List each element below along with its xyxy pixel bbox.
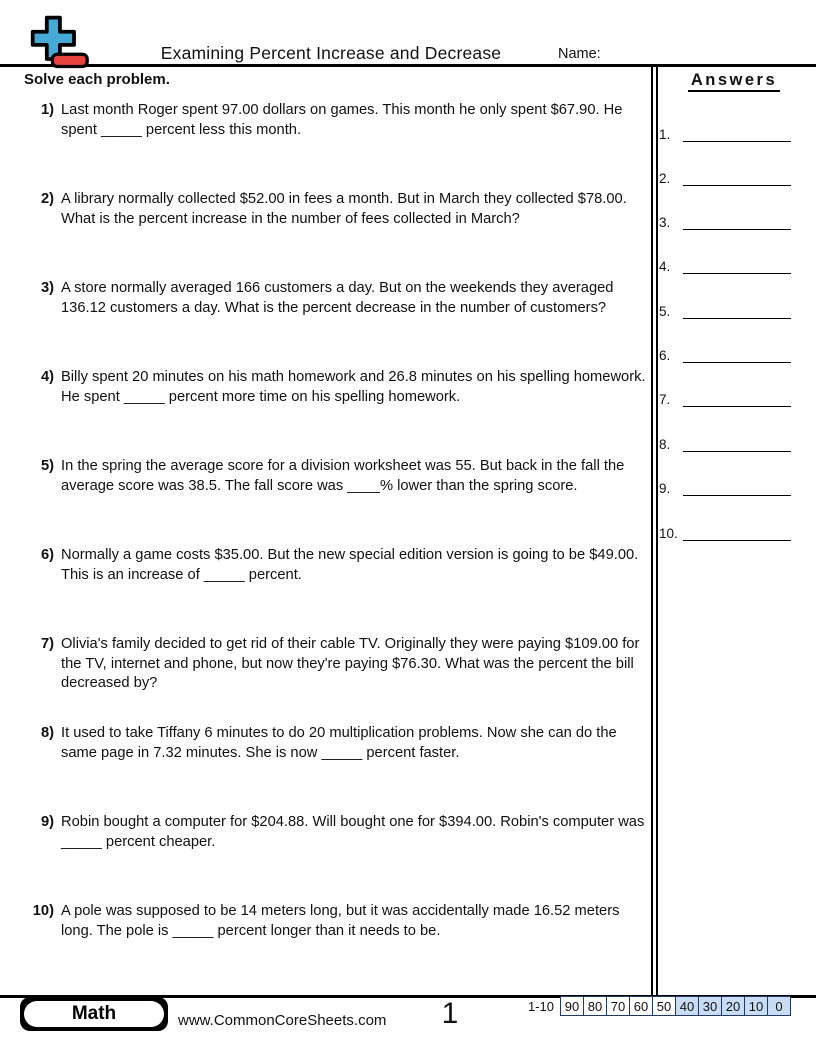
answer-row-8	[659, 434, 809, 452]
grading-cell: 40	[675, 996, 699, 1016]
problem-number: 3)	[40, 280, 54, 296]
answers-heading: Answers	[659, 71, 809, 90]
answer-number: 8.	[659, 437, 671, 452]
answer-number: 6.	[659, 348, 671, 363]
problem-item-6	[26, 546, 648, 585]
minus-icon	[52, 54, 87, 66]
answer-number: 4.	[659, 259, 671, 274]
problem-item-10	[26, 902, 648, 941]
grading-range-label: 1-10	[528, 999, 555, 1014]
problem-item-8	[26, 724, 648, 763]
answer-blank-2[interactable]	[683, 170, 791, 186]
answer-blank-7[interactable]	[683, 391, 791, 407]
grading-cell: 20	[721, 996, 745, 1016]
website-link[interactable]: www.CommonCoreSheets.com	[178, 1012, 387, 1029]
subject-badge-label: Math	[24, 1001, 164, 1027]
problem-item-2	[26, 190, 648, 229]
problem-item-9	[26, 813, 648, 852]
answer-number: 5.	[659, 304, 671, 319]
answer-number: 2.	[659, 171, 671, 186]
answer-row-6	[659, 345, 809, 363]
answer-blank-6[interactable]	[683, 347, 791, 363]
name-label: Name:	[558, 46, 601, 62]
problem-text: A store normally averaged 166 customers a day. But on the weekends they averaged 136.12 customers a day. What is the percent decrease in the number of customers?	[61, 280, 614, 316]
answers-column-divider	[651, 64, 658, 995]
plus-minus-logo-icon	[28, 14, 90, 77]
problem-number: 7)	[40, 636, 54, 652]
subject-badge	[20, 997, 168, 1031]
grading-cell: 60	[629, 996, 653, 1016]
problem-text: Normally a game costs $35.00. But the new special edition version is going to be $49.00. This is an increase of _____ percent.	[61, 547, 639, 583]
problem-number: 5)	[40, 458, 54, 474]
problem-text: It used to take Tiffany 6 minutes to do 20 multiplication problems. Now she can do the same page in 7.32 minutes. She is now _____ percent faster.	[61, 725, 617, 761]
header-divider	[0, 64, 816, 67]
problem-text: Last month Roger spent 97.00 dollars on games. This month he only spent $67.90. He spent _____ percent less this month.	[61, 102, 623, 138]
answer-number: 3.	[659, 215, 671, 230]
answer-row-1	[659, 124, 809, 142]
page-title: Examining Percent Increase and Decrease	[160, 43, 502, 63]
grading-cells	[561, 996, 791, 1016]
answer-number: 7.	[659, 392, 671, 407]
answer-row-3	[659, 212, 809, 230]
problem-item-4	[26, 368, 648, 407]
answer-row-2	[659, 168, 809, 186]
problem-item-5	[26, 457, 648, 496]
problem-text: In the spring the average score for a division worksheet was 55. But back in the fall the average score was 38.5. The fall score was ____% lower than the spring score.	[61, 458, 625, 494]
answer-blank-3[interactable]	[683, 214, 791, 230]
problem-number: 10)	[32, 903, 54, 919]
answer-blank-1[interactable]	[683, 126, 791, 142]
problem-number: 6)	[40, 547, 54, 563]
answer-blank-4[interactable]	[683, 258, 791, 274]
answer-row-7	[659, 389, 809, 407]
problem-text: A pole was supposed to be 14 meters long, but it was accidentally made 16.52 meters long. The pole is _____ percent longer than it needs to be.	[61, 903, 620, 939]
grading-cell: 80	[583, 996, 607, 1016]
problem-number: 8)	[40, 725, 54, 741]
answer-number: 9.	[659, 481, 671, 496]
grading-scale	[528, 996, 791, 1016]
problem-text: Olivia's family decided to get rid of their cable TV. Originally they were paying $109.00 for the TV, internet and phone, but now they're paying $76.30. What was the percent the bill decreased by?	[61, 636, 640, 691]
answer-row-4	[659, 256, 809, 274]
problem-text: Robin bought a computer for $204.88. Will bought one for $394.00. Robin's computer was _____ percent cheaper.	[61, 814, 645, 850]
problem-number: 2)	[40, 191, 54, 207]
answer-number: 10.	[659, 526, 678, 541]
answer-blank-9[interactable]	[683, 480, 791, 496]
problem-item-3	[26, 279, 648, 318]
answer-row-5	[659, 301, 809, 319]
grading-cell: 10	[744, 996, 768, 1016]
answer-blank-10[interactable]	[683, 525, 791, 541]
problem-number: 1)	[40, 102, 54, 118]
answer-blank-5[interactable]	[683, 303, 791, 319]
grading-cell: 30	[698, 996, 722, 1016]
answer-blank-8[interactable]	[683, 436, 791, 452]
grading-cell: 90	[560, 996, 584, 1016]
problem-item-7	[26, 635, 648, 694]
answer-row-9	[659, 478, 809, 496]
answer-number: 1.	[659, 127, 671, 142]
instruction-text: Solve each problem.	[24, 71, 170, 88]
grading-cell: 0	[767, 996, 791, 1016]
grading-cell: 70	[606, 996, 630, 1016]
page-number: 1	[441, 997, 459, 1030]
answer-row-10	[659, 523, 809, 541]
problem-text: Billy spent 20 minutes on his math homework and 26.8 minutes on his spelling homework. He spent _____ percent more time on his spelling homework.	[61, 369, 646, 405]
grading-cell: 50	[652, 996, 676, 1016]
problem-number: 9)	[40, 814, 54, 830]
problem-text: A library normally collected $52.00 in fees a month. But in March they collected $78.00. What is the percent increase in the number of fees collected in March?	[61, 191, 627, 227]
problem-number: 4)	[40, 369, 54, 385]
problem-item-1	[26, 101, 648, 140]
